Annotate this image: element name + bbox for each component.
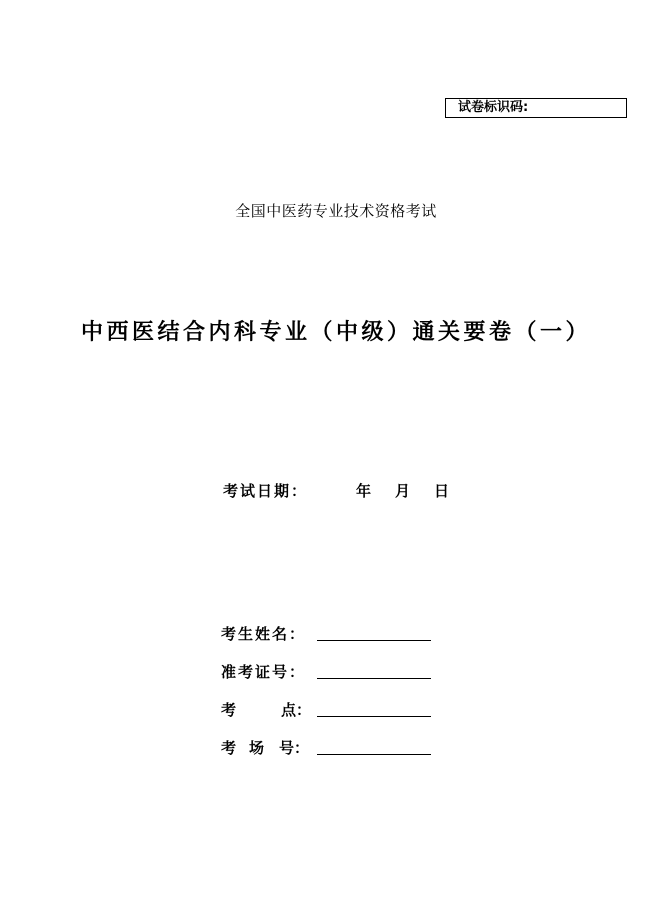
exam-site-blank[interactable] (317, 716, 431, 717)
exam-organization: 全国中医药专业技术资格考试 (235, 202, 437, 220)
exam-room-label-part3: 号： (279, 739, 310, 757)
date-year-label: 年 (356, 482, 372, 500)
exam-id-box (445, 98, 627, 118)
exam-site-label-part1: 考 (221, 701, 237, 719)
ticket-number-blank[interactable] (317, 678, 431, 679)
exam-room-label-part2: 场 (249, 739, 265, 757)
candidate-name-field (221, 623, 441, 647)
candidate-name-blank[interactable] (317, 640, 431, 641)
exam-site-field (221, 699, 441, 723)
exam-room-label-part1: 考 (221, 739, 237, 757)
exam-room-field (221, 737, 441, 761)
date-day-label: 日 (434, 482, 450, 500)
page-title: 中西医结合内科专业（中级）通关要卷（一） (80, 320, 591, 345)
exam-room-blank[interactable] (317, 754, 431, 755)
date-month-label: 月 (395, 482, 411, 500)
exam-id-label: 试卷标识码: (458, 100, 529, 115)
ticket-number-field (221, 661, 441, 685)
exam-date-row (0, 480, 672, 502)
exam-date-label: 考试日期： (223, 482, 309, 500)
ticket-number-label: 准考证号： (221, 663, 307, 681)
exam-site-label-part2: 点： (281, 701, 312, 719)
candidate-name-label: 考生姓名： (221, 625, 307, 643)
